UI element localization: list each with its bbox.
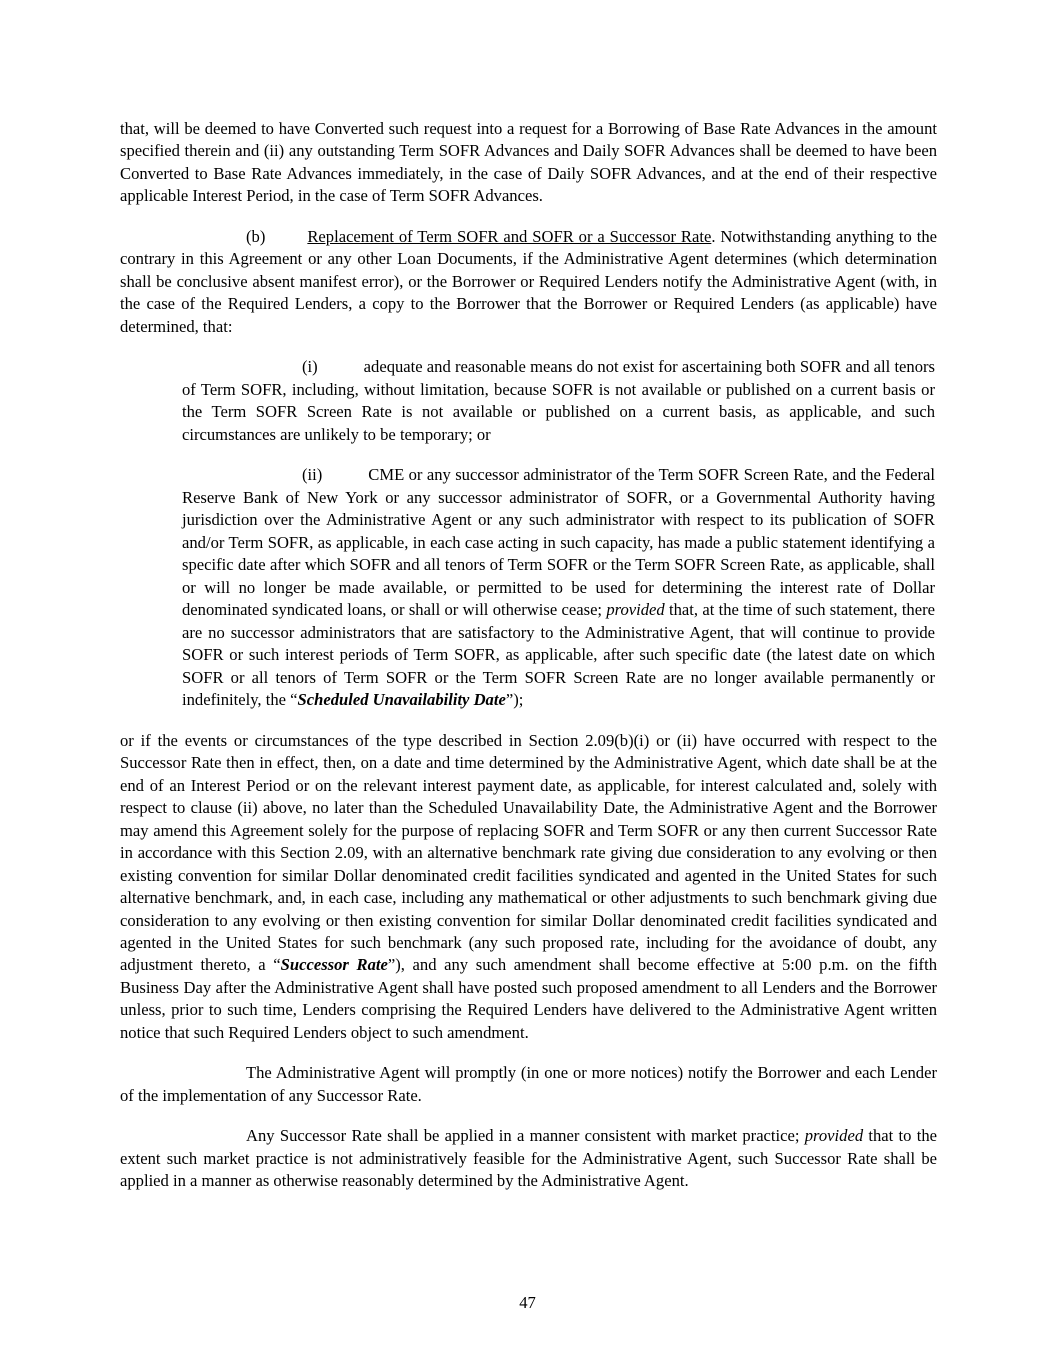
market-practice-part2: that to the extent such market practice is not administratively feasible for the Administrative Agent, such Successor Rate shall be applied in a manner as otherwise reasonably determined by the Administrative Agent. <box>120 1126 937 1191</box>
clause-body-ii-part2: that, at the time of such statement, there are no successor administrators that are satisfactory to the Administrative Agent, that will continue to provide SOFR or such interest periods of Term SOFR, as applicable, after such specific date (the latest date on which SOFR or all tenors of Term SOFR or the Term SOFR Screen Rate are no longer available permanently or indefinitely, the “ <box>182 600 935 710</box>
paragraph-clause-b <box>120 226 937 338</box>
defined-term-successor-rate: Successor Rate <box>280 955 388 975</box>
paragraph-clause-i <box>182 356 935 446</box>
flush-body-part2: ”), and any such amendment shall become effective at 5:00 p.m. on the fifth Business Day after the Administrative Agent shall have posted such proposed amendment to all Lenders and the Borrower unless, prior to such time, Lenders comprising the Required Lenders have delivered to the Administrative Agent written notice that such Required Lenders object to such amendment. <box>120 955 937 1042</box>
paragraph-notice <box>120 1062 937 1107</box>
emphasis-provided: provided <box>606 600 665 620</box>
market-practice-part1: Any Successor Rate shall be applied in a manner consistent with market practice; <box>246 1126 805 1146</box>
clause-body-ii-part1: CME or any successor administrator of the Term SOFR Screen Rate, and the Federal Reserve Bank of New York or any successor administrator of SOFR, or a Governmental Authority having jurisdiction over the Administrative Agent or any such administrator with respect to its publication of SOFR and/or Term SOFR, as applicable, in each case acting in such capacity, has made a public statement identifying a specific date after which SOFR and all tenors of Term SOFR or the Term SOFR Screen Rate, as applicable, shall or will no longer be made available, or permitted to be used for determining the interest rate of Dollar denominated syndicated loans, or shall or will otherwise cease; <box>182 465 935 620</box>
paragraph-successor-rate-flush <box>120 730 937 1045</box>
emphasis-provided: provided <box>804 1126 864 1146</box>
paragraph-clause-ii <box>182 464 935 711</box>
flush-body-part1: or if the events or circumstances of the type described in Section 2.09(b)(i) or (ii) have occurred with respect to the Successor Rate then in effect, then, on a date and time determined by the Administrative Agent, which date shall be at the end of an Interest Period or on the relevant interest payment date, as applicable, for interest calculated and, solely with respect to clause (ii) above, no later than the Scheduled Unavailability Date, the Administrative Agent and the Borrower may amend this Agreement solely for the purpose of replacing SOFR and Term SOFR or any then current Successor Rate in accordance with this Section 2.09, with an alternative benchmark rate giving due consideration to any evolving or then existing convention for similar Dollar denominated credit facilities syndicated and agented in the United States for such alternative benchmark, and, in each case, including any mathematical or other adjustments to such benchmark giving due consideration to any evolving or then existing convention for similar Dollar denominated credit facilities syndicated and agented in the United States for such benchmark (any such proposed rate, including for the avoidance of doubt, any adjustment thereto, a “ <box>120 730 937 975</box>
clause-body-b: . Notwithstanding anything to the contrary in this Agreement or any other Loan Documents, if the Administrative Agent determines (which determination shall be conclusive absent manifest error), or the Borrower or Required Lenders notify the Administrative Agent (with, in the case of the Required Lenders, a copy to the Borrower that the Borrower or Required Lenders (as applicable) have determined, that: <box>120 226 937 336</box>
defined-term-scheduled-unavailability-date: Scheduled Unavailability Date <box>297 690 506 710</box>
clause-body-ii-part3: ”); <box>505 690 524 710</box>
clause-marker-i: (i) <box>302 357 318 377</box>
page-number: 47 <box>519 1293 536 1312</box>
clause-marker-b: (b) <box>246 226 266 246</box>
paragraph-market-practice <box>120 1125 937 1192</box>
clause-marker-ii: (ii) <box>302 465 323 485</box>
clause-body-i: adequate and reasonable means do not exist for ascertaining both SOFR and all tenors of Term SOFR, including, without limitation, because SOFR is not available or published on a current basis or the Term SOFR Screen Rate is not available or published on a current basis, as applicable, and such circumstances are unlikely to be temporary; or <box>182 357 935 444</box>
paragraph-continuation <box>120 118 937 208</box>
paragraph-text: that, will be deemed to have Converted such request into a request for a Borrowing of Base Rate Advances in the amount specified therein and (ii) any outstanding Term SOFR Advances and Daily SOFR Advances shall be deemed to have been Converted to Base Rate Advances immediately, in the case of Daily SOFR Advances, and at the end of their respective applicable Interest Period, in the case of Term SOFR Advances. <box>120 119 937 206</box>
notice-body: The Administrative Agent will promptly (in one or more notices) notify the Borrower and each Lender of the implementation of any Successor Rate. <box>120 1063 937 1105</box>
clause-heading-b: Replacement of Term SOFR and SOFR or a Successor Rate <box>307 226 712 246</box>
